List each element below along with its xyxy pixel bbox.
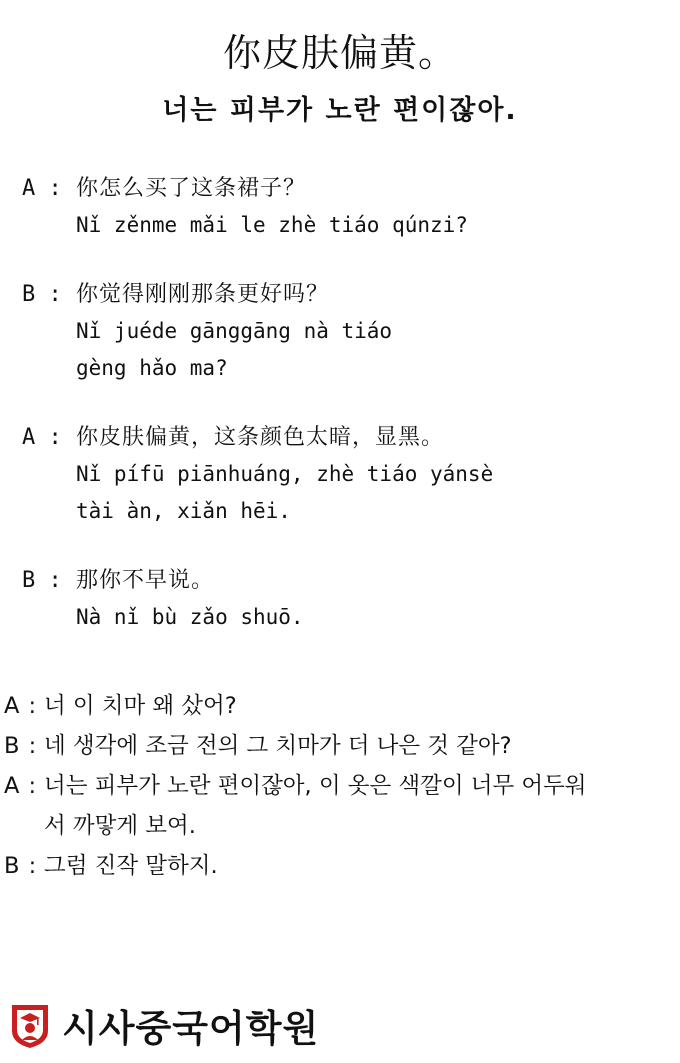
translation-row	[4, 846, 676, 886]
translation-text: 너는 피부가 노란 편이잖아, 이 옷은 색깔이 너무 어두워	[44, 773, 587, 799]
translation-text: 그럼 진작 말하지.	[44, 853, 218, 879]
translation-row	[4, 766, 676, 806]
dialogue-section	[22, 170, 662, 668]
academy-logo	[8, 1000, 319, 1050]
dialogue-turn	[22, 419, 662, 530]
speaker-label: A :	[4, 693, 38, 719]
speaker-label: A :	[4, 773, 38, 799]
speaker-label: B :	[4, 853, 38, 879]
dialogue-turn	[22, 170, 662, 244]
translation-row	[4, 726, 676, 766]
lesson-title-chinese: 你皮肤偏黄。	[222, 31, 457, 75]
translation-text: 네 생각에 조금 전의 그 치마가 더 나은 것 같아?	[44, 733, 512, 759]
chinese-line: 你皮肤偏黄，这条颜色太暗，显黑。	[76, 425, 445, 450]
dialogue-turn	[22, 276, 662, 387]
speaker-label: B :	[22, 282, 62, 307]
pinyin-line: Nǐ juéde gānggāng nà tiáo	[76, 319, 393, 343]
translation-continuation: 서 까맣게 보여.	[44, 813, 196, 839]
pinyin-line: Nǐ pífū piānhuáng, zhè tiáo yánsè	[76, 462, 494, 486]
chinese-line: 你觉得刚刚那条更好吗？	[76, 282, 330, 307]
translation-row	[4, 686, 676, 726]
korean-translation	[4, 686, 676, 886]
pinyin-line: Nà nǐ bù zǎo shuō.	[76, 605, 304, 629]
speaker-label: A :	[22, 425, 62, 450]
pinyin-line: Nǐ zěnme mǎi le zhè tiáo qúnzi?	[76, 213, 468, 237]
pinyin-line: tài àn, xiǎn hēi.	[76, 499, 291, 523]
speaker-label: A :	[22, 176, 62, 201]
pinyin-line: gèng hǎo ma?	[76, 356, 228, 380]
academy-name: 시사중국어학원	[62, 1007, 320, 1050]
translation-text: 너 이 치마 왜 샀어?	[44, 693, 237, 719]
chinese-line: 那你不早说。	[76, 568, 215, 593]
dialogue-turn	[22, 562, 662, 636]
lesson-title-korean: 너는 피부가 노란 편이잖아.	[162, 95, 518, 126]
graduate-emblem-icon	[8, 1001, 52, 1049]
speaker-label: B :	[4, 733, 38, 759]
speaker-label: B :	[22, 568, 62, 593]
chinese-line: 你怎么买了这条裙子？	[76, 176, 307, 201]
